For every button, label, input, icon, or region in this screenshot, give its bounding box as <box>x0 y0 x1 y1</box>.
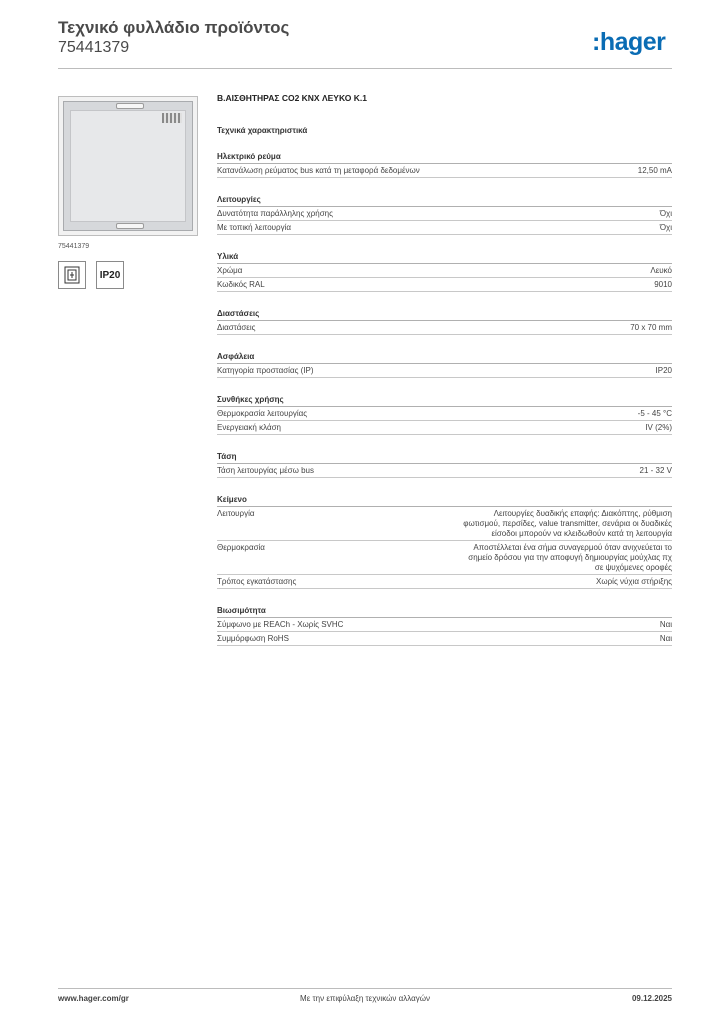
footer-divider <box>58 988 672 989</box>
spec-groups <box>217 151 672 662</box>
spec-group <box>217 194 672 235</box>
spec-group-title: Υλικά <box>217 251 672 264</box>
spec-label: Λειτουργία <box>217 509 255 518</box>
spec-group <box>217 605 672 646</box>
spec-label: Τρόπος εγκατάστασης <box>217 577 297 586</box>
spec-group-title: Ασφάλεια <box>217 351 672 364</box>
spec-value: Όχι <box>659 209 672 218</box>
spec-group-title: Κείμενο <box>217 494 672 507</box>
document-title: Τεχνικό φυλλάδιο προϊόντος <box>58 18 290 37</box>
spec-value: Αποστέλλεται ένα σήμα συναγερμού όταν ανιχνεύεται το σημείο δρόσου για την αποφυγή δημιουργίας μούχλας πχ σε ψυχόμενες οροφές <box>468 543 672 572</box>
device-frame <box>63 101 193 231</box>
ip-rating-text: IP20 <box>99 269 121 281</box>
ip-rating-badge <box>96 261 124 289</box>
spec-value: 70 x 70 mm <box>630 323 672 332</box>
spec-group <box>217 394 672 435</box>
spec-group-title: Τάση <box>217 451 672 464</box>
spec-label: Ενεργειακή κλάση <box>217 423 281 432</box>
spec-group <box>217 494 672 589</box>
spec-row <box>217 575 672 589</box>
flush-mount-icon <box>58 261 86 289</box>
spec-value: IP20 <box>655 366 672 375</box>
spec-label: Θερμοκρασία <box>217 543 265 552</box>
spec-row <box>217 421 672 435</box>
group-spacer <box>217 482 672 494</box>
spec-value: Λειτουργίες δυαδικής επαφής: Διακόπτης, ρύθμιση φωτισμού, περσίδες, value transmitter, σενάρια οι δυαδικές είσοδοι μπορούν να κλειδωθούν κατά τη λειτουργία <box>463 509 672 538</box>
header-divider <box>58 68 672 69</box>
spec-value: 12,50 mA <box>637 166 672 175</box>
spec-label: Συμμόρφωση RoHS <box>217 634 289 643</box>
spec-row <box>217 321 672 335</box>
product-name: Β.ΑΙΣΘΗΤΗΡΑΣ CO2 KNX ΛΕΥΚΟ Κ.1 <box>217 93 367 103</box>
spec-value: IV (2%) <box>645 423 672 432</box>
spec-group <box>217 451 672 478</box>
spec-row <box>217 364 672 378</box>
document-footer <box>58 994 672 1008</box>
spec-row <box>217 541 672 575</box>
spec-row <box>217 207 672 221</box>
spec-row <box>217 632 672 646</box>
spec-label: Κατανάλωση ρεύματος bus κατά τη μεταφορά δεδομένων <box>217 166 420 175</box>
spec-label: Διαστάσεις <box>217 323 256 332</box>
footer-date: 09.12.2025 <box>631 994 672 1003</box>
group-spacer <box>217 382 672 394</box>
spec-group-title: Λειτουργίες <box>217 194 672 207</box>
frame-slot-bottom <box>116 223 144 229</box>
spec-group <box>217 251 672 292</box>
spec-row <box>217 278 672 292</box>
sensor-grille-icon <box>162 113 182 123</box>
spec-label: Τάση λειτουργίας μέσω bus <box>217 466 314 475</box>
spec-row <box>217 618 672 632</box>
group-spacer <box>217 650 672 662</box>
spec-group-title: Διαστάσεις <box>217 308 672 321</box>
group-spacer <box>217 182 672 194</box>
spec-value: Όχι <box>659 223 672 232</box>
spec-group <box>217 308 672 335</box>
spec-row <box>217 264 672 278</box>
spec-value: -5 - 45 °C <box>637 409 672 418</box>
spec-group <box>217 351 672 378</box>
spec-label: Κωδικός RAL <box>217 280 265 289</box>
footer-note: Με την επιφύλαξη τεχνικών αλλαγών <box>300 994 430 1003</box>
spec-row <box>217 507 672 541</box>
document-header <box>58 18 289 58</box>
spec-group-title: Ηλεκτρικό ρεύμα <box>217 151 672 164</box>
spec-value: 21 - 32 V <box>639 466 672 475</box>
logo-text: :hager <box>592 28 666 56</box>
spec-row <box>217 407 672 421</box>
group-spacer <box>217 339 672 351</box>
spec-label: Σύμφωνο με REACh - Χωρίς SVHC <box>217 620 344 629</box>
spec-value: Ναι <box>659 634 672 643</box>
spec-row <box>217 221 672 235</box>
spec-label: Θερμοκρασία λειτουργίας <box>217 409 308 418</box>
spec-label: Χρώμα <box>217 266 243 275</box>
spec-value: 9010 <box>654 280 672 289</box>
technical-characteristics-heading: Τεχνικά χαρακτηριστικά <box>217 126 308 135</box>
group-spacer <box>217 296 672 308</box>
footer-url[interactable]: www.hager.com/gr <box>58 994 129 1003</box>
spec-row <box>217 464 672 478</box>
specification-content <box>217 93 672 662</box>
hager-logo <box>592 28 665 56</box>
group-spacer <box>217 593 672 605</box>
image-product-code: 75441379 <box>58 243 90 250</box>
spec-value: Ναι <box>659 620 672 629</box>
product-image <box>58 96 198 236</box>
spec-label: Δυνατότητα παράλληλης χρήσης <box>217 209 333 218</box>
spec-group <box>217 151 672 178</box>
spec-value: Λευκό <box>650 266 672 275</box>
frame-slot-top <box>116 103 144 109</box>
device-face <box>70 110 186 222</box>
product-number: 75441379 <box>58 39 130 56</box>
group-spacer <box>217 239 672 251</box>
spec-row <box>217 164 672 178</box>
spec-group-title: Βιωσιμότητα <box>217 605 672 618</box>
spec-group-title: Συνθήκες χρήσης <box>217 394 672 407</box>
group-spacer <box>217 439 672 451</box>
spec-label: Κατηγορία προστασίας (IP) <box>217 366 314 375</box>
spec-label: Με τοπική λειτουργία <box>217 223 291 232</box>
spec-value: Χωρίς νύχια στήριξης <box>596 577 672 586</box>
